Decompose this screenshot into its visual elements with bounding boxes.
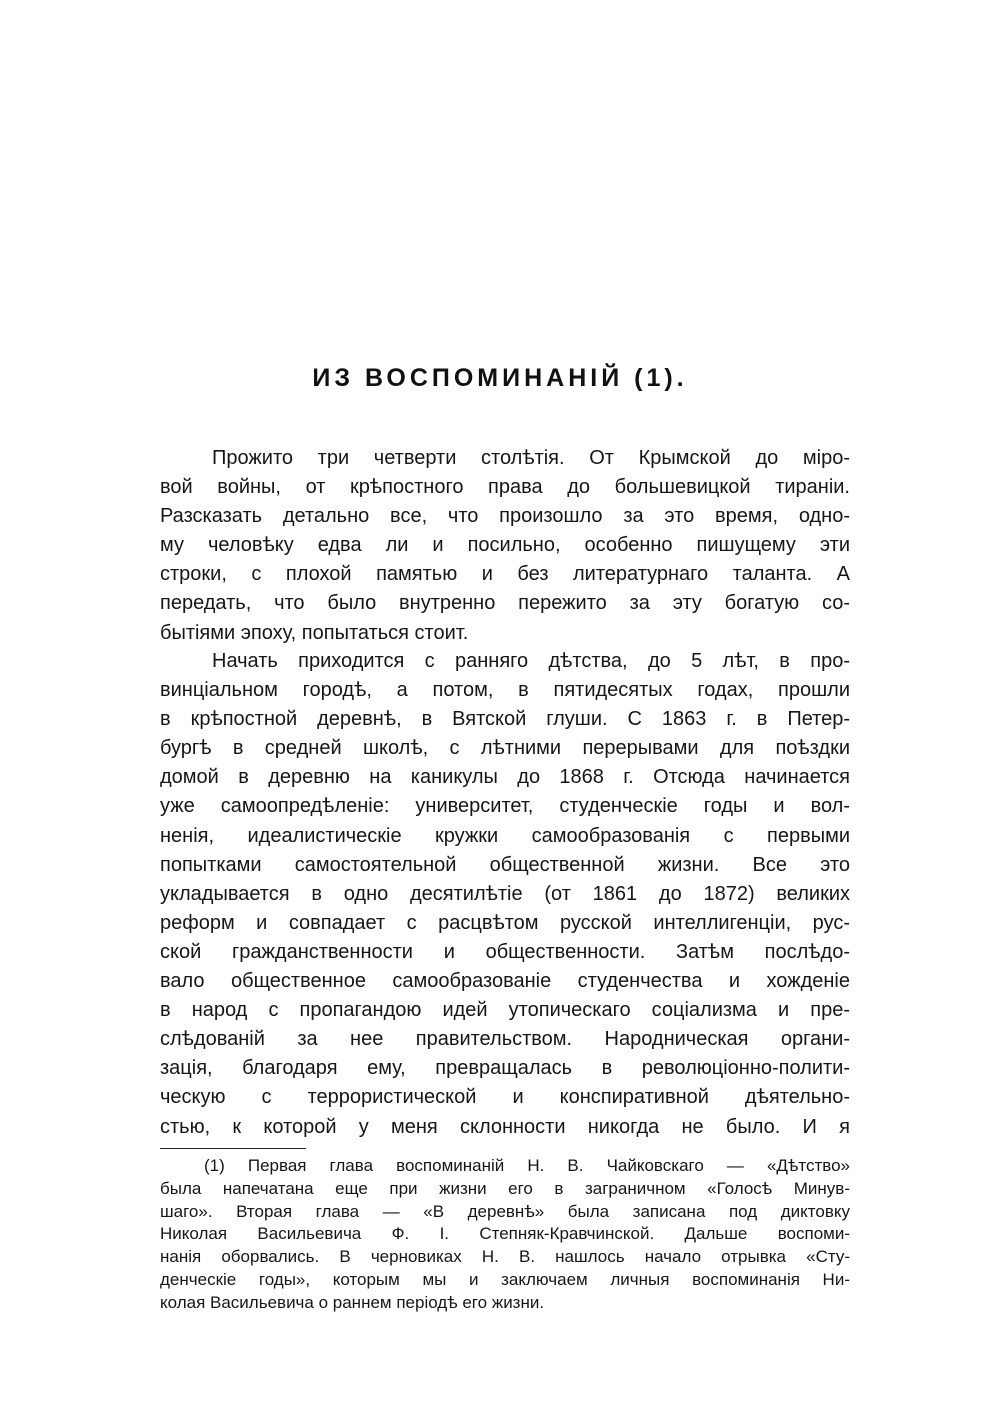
footnote-line: была напечатана еще при жизни его в заграничном «Голосѣ Минув-	[160, 1178, 850, 1198]
text-line: зація, благодаря ему, превращалась в революціонно-полити-	[160, 1057, 850, 1080]
text-line: строки, с плохой памятью и без литературнаго таланта. А	[160, 563, 850, 586]
text-line: вало общественное самообразованіе студенчества и хожденіе	[160, 970, 850, 993]
footnote-line: колая Васильевича о раннем періодѣ его жизни.	[160, 1292, 545, 1312]
text-line: домой в деревню на каникулы до 1868 г. Отсюда начинается	[160, 766, 850, 789]
text-line: передать, что было внутренно пережито за эту богатую со-	[160, 592, 850, 615]
text-line: Разсказать детально все, что произошло за это время, одно-	[160, 505, 850, 528]
footnote-line: (1) Первая глава воспоминаній Н. В. Чайковскаго — «Дѣтство»	[204, 1156, 850, 1175]
text-line: ческую с террористической и конспиративной дѣятельно-	[160, 1086, 850, 1109]
footnote-line: денческіе годы», которым мы и заключаем личныя воспоминанія Ни-	[160, 1269, 850, 1289]
text-line: ской гражданственности и общественности. Затѣм послѣдо-	[160, 940, 850, 963]
text-line: му человѣку едва ли и посильно, особенно пишущему эти	[160, 534, 850, 557]
paragraph-1	[160, 444, 850, 648]
text-line: бытіями эпоху, попытаться стоит.	[160, 621, 469, 644]
text-line: реформ и совпадает с расцвѣтом русской интеллигенціи, рус-	[160, 911, 850, 934]
footnote-line: нанія оборвались. В черновиках Н. В. нашлось начало отрывка «Сту-	[160, 1247, 850, 1267]
text-line: слѣдованій за нее правительством. Народническая органи-	[160, 1028, 850, 1051]
text-line: попытками самостоятельной общественной жизни. Все это	[160, 853, 850, 876]
paragraph-2	[160, 647, 850, 1142]
text-line: в народ с пропагандою идей утопическаго соціализма и пре-	[160, 999, 850, 1022]
text-line: Прожито три четверти столѣтія. От Крымской до міро-	[212, 447, 850, 469]
text-line: укладывается в одно десятилѣтіе (от 1861 до 1872) великих	[160, 882, 850, 905]
footnote-divider	[160, 1148, 306, 1149]
footnote-line: шаго». Вторая глава — «В деревнѣ» была записана под диктовку	[160, 1201, 850, 1221]
text-line: Начать приходится с ранняго дѣтства, до 5 лѣт, в про-	[212, 650, 850, 672]
text-line: ненія, идеалистическіе кружки самообразованія с первыми	[160, 824, 850, 847]
text-line: бургѣ в средней школѣ, с лѣтними перерывами для поѣздки	[160, 737, 850, 760]
text-line: в крѣпостной деревнѣ, в Вятской глуши. С 1863 г. в Петер-	[160, 708, 850, 731]
text-line: уже самоопредѣленіе: университет, студенческіе годы и вол-	[160, 795, 850, 818]
footnote	[160, 1155, 850, 1315]
text-line: винціальном городѣ, а потом, в пятидесятых годах, прошли	[160, 679, 850, 702]
chapter-title: ИЗ ВОСПОМИНАНІЙ (1).	[312, 364, 688, 392]
text-line: стью, к которой у меня склонности никогда не было. И я	[160, 1115, 850, 1138]
text-line: вой войны, от крѣпостного права до большевицкой тираніи.	[160, 476, 850, 499]
footnote-line: Николая Васильевича Ф. І. Степняк-Кравчинской. Дальше воспоми-	[160, 1224, 850, 1244]
